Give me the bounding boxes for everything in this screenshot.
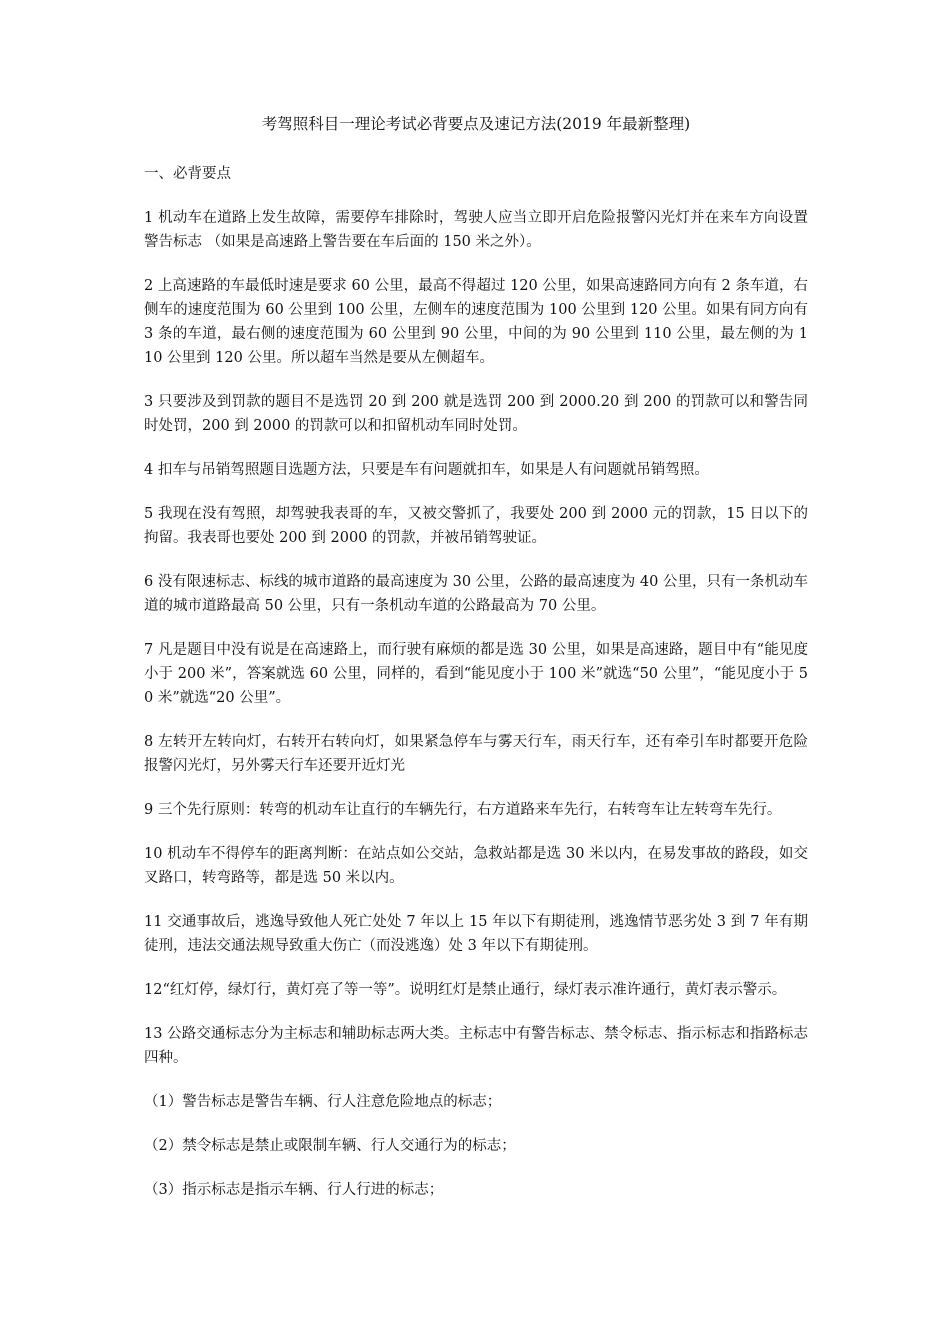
point-7: 7 凡是题目中没有说是在高速路上，而行驶有麻烦的都是选 30 公里，如果是高速路，题目中有“能见度小于 200 米”，答案就选 60 公里，同样的，看到“能见度小于 100 米”就选“50 公里”，“能见度小于 50 米”就选“20 公里”。 bbox=[144, 642, 808, 706]
point-10: 10 机动车不得停车的距离判断：在站点如公交站，急救站都是选 30 米以内，在易发事故的路段，如交叉路口，转弯路等，都是选 50 米以内。 bbox=[144, 846, 808, 886]
point-4: 4 扣车与吊销驾照题目选题方法，只要是车有问题就扣车，如果是人有问题就吊销驾照。 bbox=[144, 462, 709, 478]
point-3: 3 只要涉及到罚款的题目不是选罚 20 到 200 就是选罚 200 到 2000.20 到 200 的罚款可以和警告同时处罚，200 到 2000 的罚款可以和扣留机动车同时处罚。 bbox=[144, 394, 808, 434]
point-5: 5 我现在没有驾照，却驾驶我表哥的车，又被交警抓了，我要处 200 到 2000 元的罚款，15 日以下的拘留。我表哥也要处 200 到 2000 的罚款，并被吊销驾驶证。 bbox=[144, 506, 808, 546]
sub-point-3: （3）指示标志是指示车辆、行人行进的标志； bbox=[144, 1182, 444, 1198]
point-9: 9 三个先行原则：转弯的机动车让直行的车辆先行，右方道路来车先行，右转弯车让左转弯车先行。 bbox=[144, 802, 782, 818]
sub-point-2: （2）禁令标志是禁止或限制车辆、行人交通行为的标志； bbox=[144, 1138, 516, 1154]
sub-point-1: （1）警告标志是警告车辆、行人注意危险地点的标志； bbox=[144, 1094, 502, 1110]
point-11: 11 交通事故后，逃逸导致他人死亡处处 7 年以上 15 年以下有期徒刑，逃逸情节恶劣处 3 到 7 年有期徒刑，违法交通法规导致重大伤亡（而没逃逸）处 3 年以下有期徒刑。 bbox=[144, 914, 808, 954]
document-title: 考驾照科目一理论考试必背要点及速记方法(2019 年最新整理) bbox=[261, 115, 691, 133]
point-8: 8 左转开左转向灯，右转开右转向灯，如果紧急停车与雾天行车，雨天行车，还有牵引车时都要开危险报警闪光灯，另外雾天行车还要开近灯光 bbox=[144, 734, 808, 774]
point-1: 1 机动车在道路上发生故障，需要停车排除时，驾驶人应当立即开启危险报警闪光灯并在来车方向设置警告标志 （如果是高速路上警告要在车后面的 150 米之外）。 bbox=[144, 210, 808, 250]
point-6: 6 没有限速标志、标线的城市道路的最高速度为 30 公里，公路的最高速度为 40 公里，只有一条机动车道的城市道路最高 50 公里，只有一条机动车道的公路最高为 70 公里。 bbox=[144, 574, 808, 614]
document-page bbox=[144, 112, 808, 1222]
section-heading: 一、必背要点 bbox=[144, 166, 231, 182]
point-12: 12“红灯停，绿灯行，黄灯亮了等一等”。说明红灯是禁止通行，绿灯表示准许通行，黄灯表示警示。 bbox=[144, 982, 787, 998]
point-2: 2 上高速路的车最低时速是要求 60 公里，最高不得超过 120 公里，如果高速路同方向有 2 条车道，右侧车的速度范围为 60 公里到 100 公里，左侧车的速度范围为 100 公里到 120 公里。如果有同方向有 3 条的车道，最右侧的速度范围为 60 公里到 90 公里，中间的为 90 公里到 110 公里，最左侧的为 110 公里到 120 公里。所以超车当然是要从左侧超车。 bbox=[144, 278, 808, 366]
point-13: 13 公路交通标志分为主标志和辅助标志两大类。主标志中有警告标志、禁令标志、指示标志和指路标志四种。 bbox=[144, 1026, 808, 1066]
